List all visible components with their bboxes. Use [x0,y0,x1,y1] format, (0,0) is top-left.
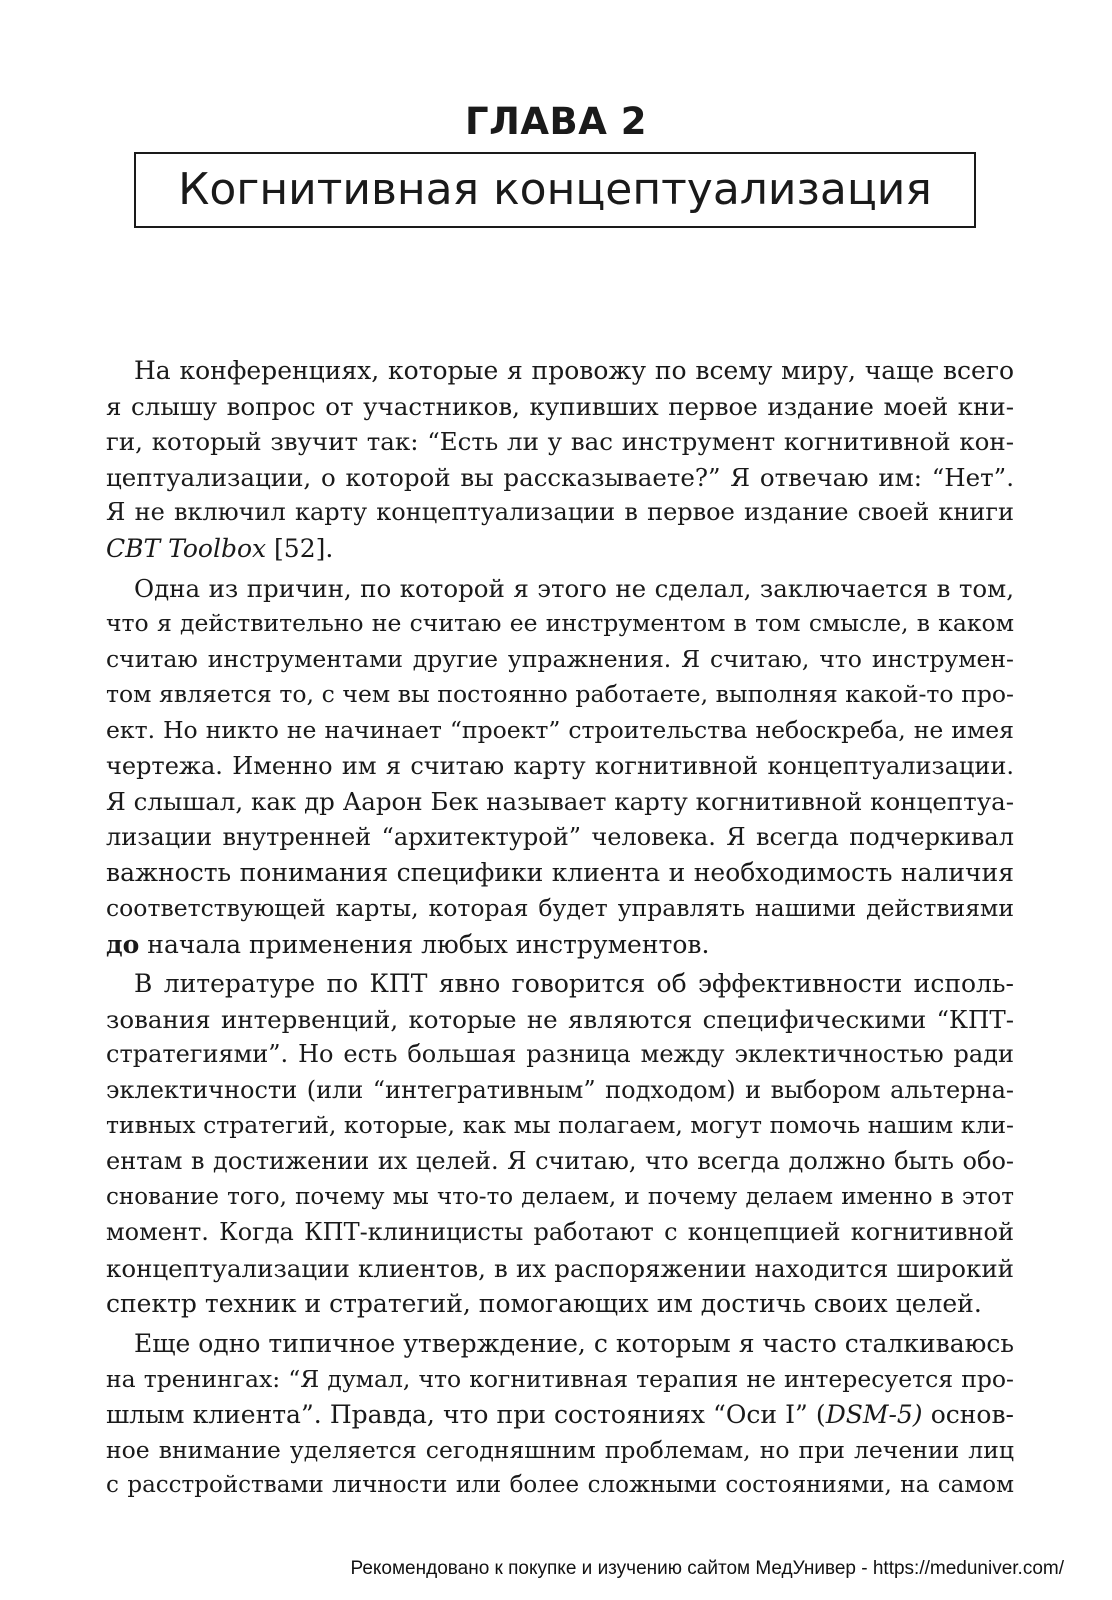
text-fragment: [52]. [266,533,334,563]
text-line [106,531,1014,567]
text-line: том является то, с чем вы постоянно работаете, выполняя какой-то про- [106,680,1014,709]
chapter-title: Когнитивная концептуализация [178,164,932,215]
text-line: ект. Но никто не начинает “проект” строительства небоскреба, не имея [106,715,1014,744]
text-line: зования интервенций, которые не являются специфическими “КПТ- [106,1004,1014,1034]
text-line: стратегиями”. Но есть большая разница между эклектичностью ради [106,1040,1014,1069]
footer-watermark: Рекомендовано к покупке и изучению сайтом МедУнивер - https://meduniver.com/ [350,1558,1064,1579]
manual-title-italic: DSM-5) [825,1400,923,1430]
text-line: важность понимания специфики клиента и необходимость наличия [106,858,1014,888]
emphasis-bold: до [106,929,140,959]
book-title-italic: CBT Toolbox [106,533,267,563]
text-line: Одна из причин, по которой я этого не сделал, заключается в том, [134,573,1014,603]
paragraph [106,353,1014,567]
text-line: чертежа. Именно им я считаю карту когнитивной концептуализации. [106,751,1014,780]
paragraph [106,966,1014,1322]
text-line: ентам в достижении их целей. Я считаю, что всегда должно быть обо- [106,1147,1014,1176]
text-line: тивных стратегий, которые, как мы полагаем, могут помочь нашим кли- [106,1111,1014,1140]
text-line: с расстройствами личности или более сложными состояниями, на самом [106,1472,1014,1499]
text-line: ное внимание уделяется сегодняшним проблемам, но при лечении лиц [106,1435,1014,1464]
text-line: эклектичности (или “интегративным” подходом) и выбором альтерна- [106,1075,1014,1104]
paragraph [106,1326,1014,1504]
text-line: В литературе по КПТ явно говорится об эффективности исполь- [134,969,1014,999]
text-fragment: основ- [922,1400,1014,1430]
text-line: Я слышал, как др Аарон Бек называет карту когнитивной концептуа- [106,787,1014,817]
body-text [106,353,1014,1508]
chapter-label: ГЛАВА 2 [465,100,647,143]
text-line: На конференциях, которые я провожу по всему миру, чаще всего [134,356,1014,385]
paragraph [106,571,1014,963]
text-line: Еще одно типичное утверждение, с которым я часто сталкиваюсь [134,1329,1014,1359]
text-line: момент. Когда КПТ-клиницисты работают с концепцией когнитивной [106,1218,1014,1247]
text-line: спектр техник и стратегий, помогающих им достичь своих целей. [106,1289,982,1319]
text-line: считаю инструментами другие упражнения. Я считаю, что инструмен- [106,644,1014,673]
text-fragment: шлым клиента”. Правда, что при состояниях “Оси I” ( [106,1400,826,1430]
text-line: снование того, почему мы что-то делаем, и почему делаем именно в этот [106,1183,1014,1210]
text-line: Я не включил карту концептуализации в первое издание своей книги [106,498,1014,527]
text-fragment: начала применения любых инструментов. [139,929,710,959]
text-line: что я действительно не считаю ее инструментом в том смысле, в каком [106,609,1014,638]
text-line: я слышу вопрос от участников, купивших первое издание моей кни- [106,391,1014,421]
text-line: на тренингах: “Я думал, что когнитивная терапия не интересуется про- [106,1364,1014,1393]
text-line: ги, который звучит так: “Есть ли у вас инструмент когнитивной кон- [106,427,1014,457]
text-line: концептуализации клиентов, в их распоряжении находится широкий [106,1253,1014,1283]
chapter-title-frame [134,152,976,228]
text-line: лизации внутренней “архитектурой” человека. Я всегда подчеркивал [106,822,1014,851]
text-line [106,1397,1014,1433]
text-line: цептуализации, о которой вы рассказываете?” Я отвечаю им: “Нет”. [106,462,1014,492]
text-line [106,927,1014,963]
text-line: соответствующей карты, которая будет управлять нашими действиями [106,893,1014,922]
